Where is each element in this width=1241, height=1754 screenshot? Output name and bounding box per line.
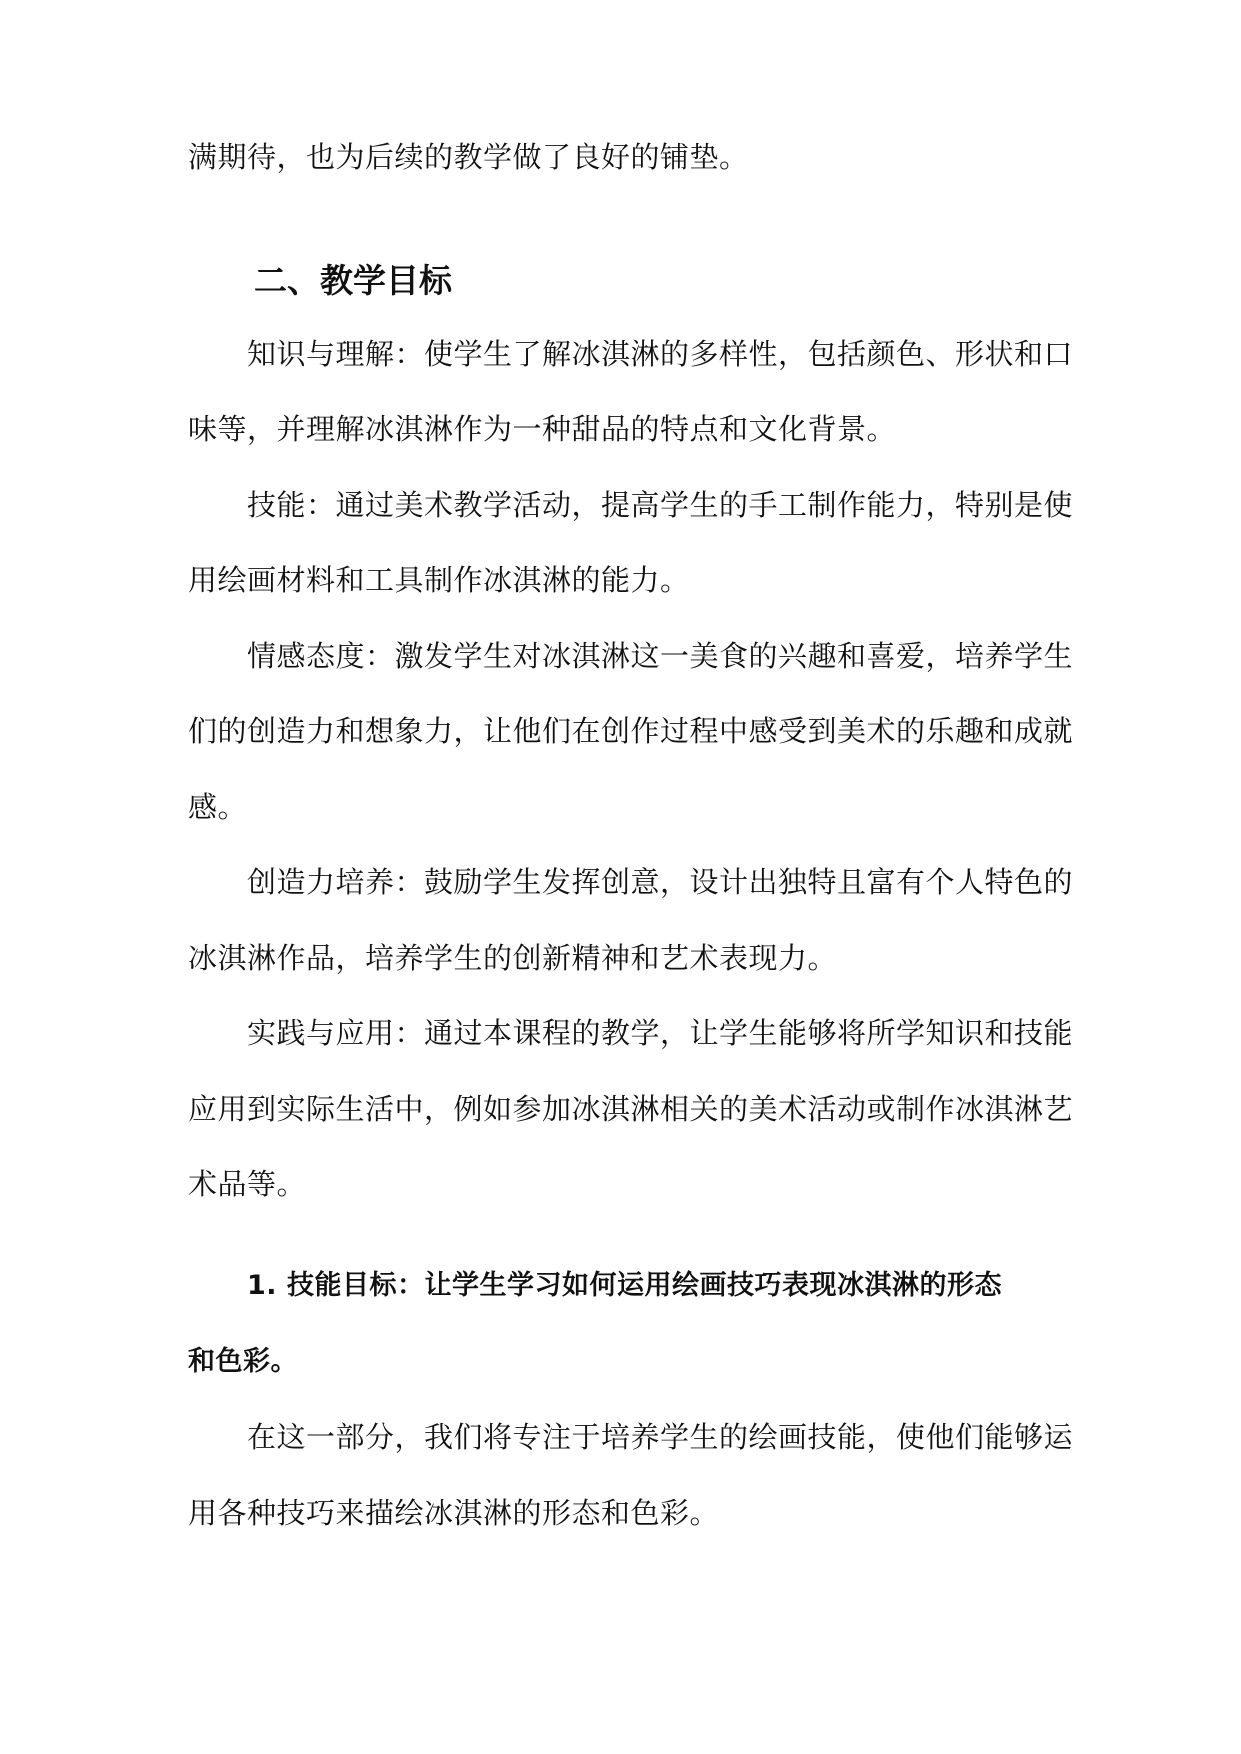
paragraph-continuation-line: 满期待，也为后续的教学做了良好的铺垫。 [188,140,749,174]
objective-emotion-line: 情感态度：激发学生对冰淇淋这一美食的兴趣和喜爱，培养学生 [247,639,1074,673]
objective-practice-line: 术品等。 [188,1167,307,1201]
subsection-heading-line: 和色彩。 [188,1346,298,1377]
subsection-body-line: 用各种技巧来描绘冰淇淋的形态和色彩。 [188,1496,720,1530]
objective-practice-line: 应用到实际生活中，例如参加冰淇淋相关的美术活动或制作冰淇淋艺 [188,1092,1074,1126]
subsection-body-line: 在这一部分，我们将专注于培养学生的绘画技能，使他们能够运 [247,1420,1074,1454]
objective-emotion-line: 们的创造力和想象力，让他们在创作过程中感受到美术的乐趣和成就 [188,714,1074,748]
objective-emotion-line: 感。 [188,790,248,824]
objective-knowledge-line: 味等，并理解冰淇淋作为一种甜品的特点和文化背景。 [188,412,897,446]
objective-knowledge-line: 知识与理解：使学生了解冰淇淋的多样性，包括颜色、形状和口 [247,337,1074,371]
objective-creativity-line: 冰淇淋作品，培养学生的创新精神和艺术表现力。 [188,941,838,975]
objective-practice-line: 实践与应用：通过本课程的教学，让学生能够将所学知识和技能 [247,1016,1074,1050]
objective-creativity-line: 创造力培养：鼓励学生发挥创意，设计出独特且富有个人特色的 [247,865,1074,899]
section-heading: 二、教学目标 [254,261,452,300]
subsection-heading-line: 1. 技能目标：让学生学习如何运用绘画技巧表现冰淇淋的形态 [247,1270,1002,1301]
objective-skills-line: 用绘画材料和工具制作冰淇淋的能力。 [188,563,690,597]
objective-skills-line: 技能：通过美术教学活动，提高学生的手工制作能力，特别是使 [247,488,1074,522]
